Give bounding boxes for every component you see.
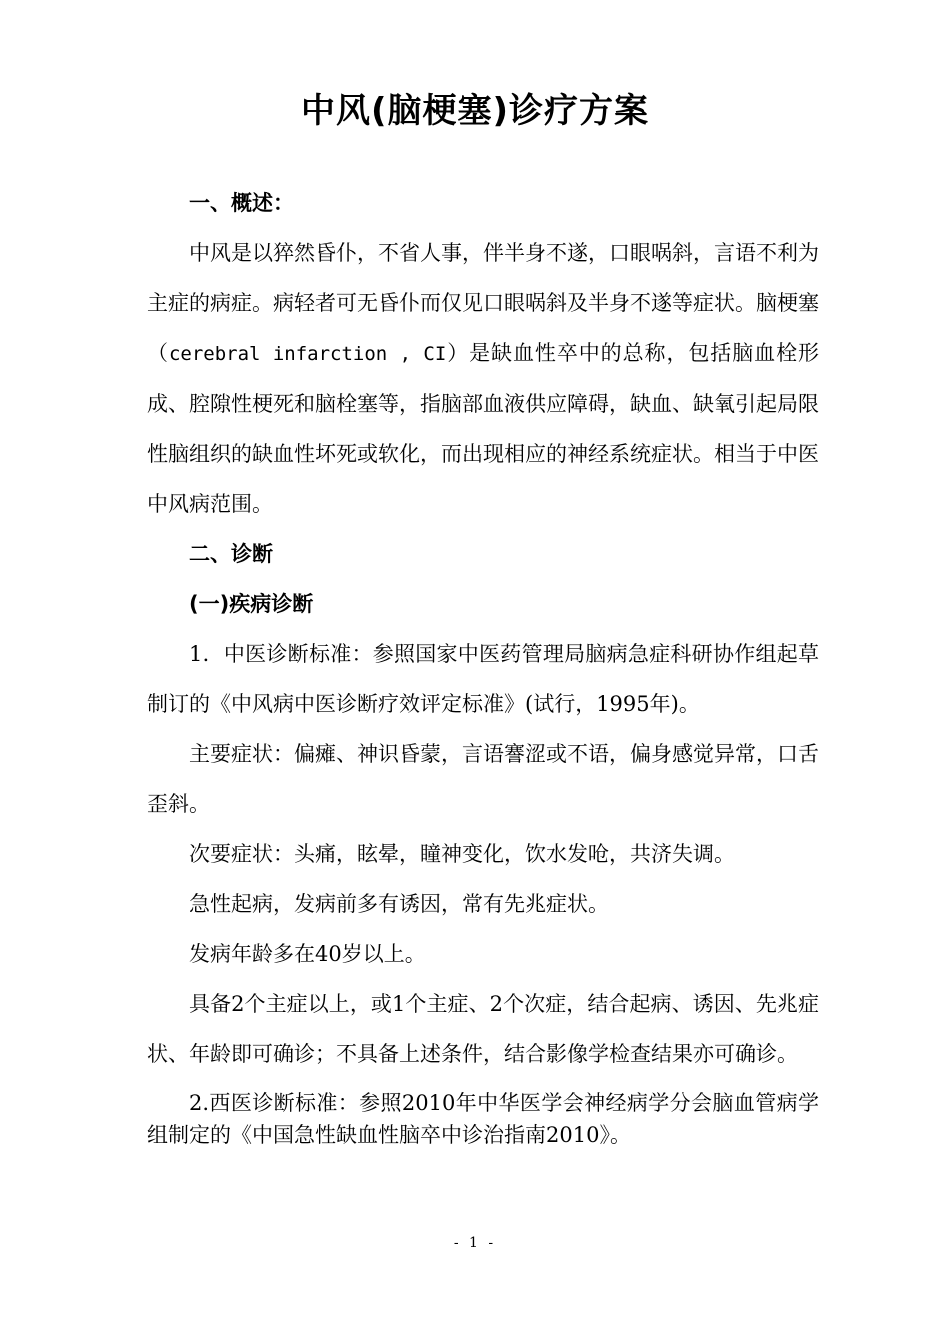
overview-text-part1: 中风是以猝然昏仆，不省人事，伴半身不遂，口眼㖞斜，言语不利为主症的病症。病轻者可无昏仆而仅见口眼㖞斜及半身不遂等症状。脑梗塞（ <box>147 241 819 365</box>
overview-text-part2: ）是缺血性卒中的总称，包括脑血栓形成、腔隙性梗死和脑栓塞等，指脑部血液供应障碍，缺血、缺氧引起局限性脑组织的缺血性坏死或软化，而出现相应的神经系统症状。相当于中医中风病范围。 <box>147 341 820 516</box>
paragraph-tcm-criteria: 1．中医诊断标准：参照国家中医药管理局脑病急症科研协作组起草制订的《中风病中医诊断疗效评定标准》(试行，1995年)。 <box>147 642 819 716</box>
overview-term: cerebral infarction , CI <box>168 343 447 365</box>
subsection-heading-disease-diagnosis: (一)疾病诊断 <box>189 592 314 616</box>
paragraph-overview <box>147 228 819 529</box>
page-number: - 1 - <box>453 1235 497 1251</box>
document-body <box>147 178 819 1151</box>
paragraph-onset: 急性起病，发病前多有诱因，常有先兆症状。 <box>189 892 609 916</box>
paragraph-main-symptoms: 主要症状：偏瘫、神识昏蒙，言语謇涩或不语，偏身感觉异常，口舌歪斜。 <box>147 742 819 816</box>
section-heading-diagnosis: 二、诊断 <box>189 542 273 566</box>
document-title: 中风(脑梗塞)诊疗方案 <box>300 91 650 131</box>
paragraph-diagnosis-rule: 具备2个主症以上，或1个主症、2个次症，结合起病、诱因、先兆症状、年龄即可确诊；不具备上述条件，结合影像学检查结果亦可确诊。 <box>147 992 819 1066</box>
paragraph-western-criteria: 2.西医诊断标准：参照2010年中华医学会神经病学分会脑血管病学组制定的《中国急性缺血性脑卒中诊治指南2010》。 <box>147 1091 819 1147</box>
section-heading-overview: 一、概述： <box>189 191 294 215</box>
paragraph-secondary-symptoms: 次要症状：头痛，眩晕，瞳神变化，饮水发呛，共济失调。 <box>189 842 735 866</box>
paragraph-age: 发病年龄多在40岁以上。 <box>189 942 426 966</box>
